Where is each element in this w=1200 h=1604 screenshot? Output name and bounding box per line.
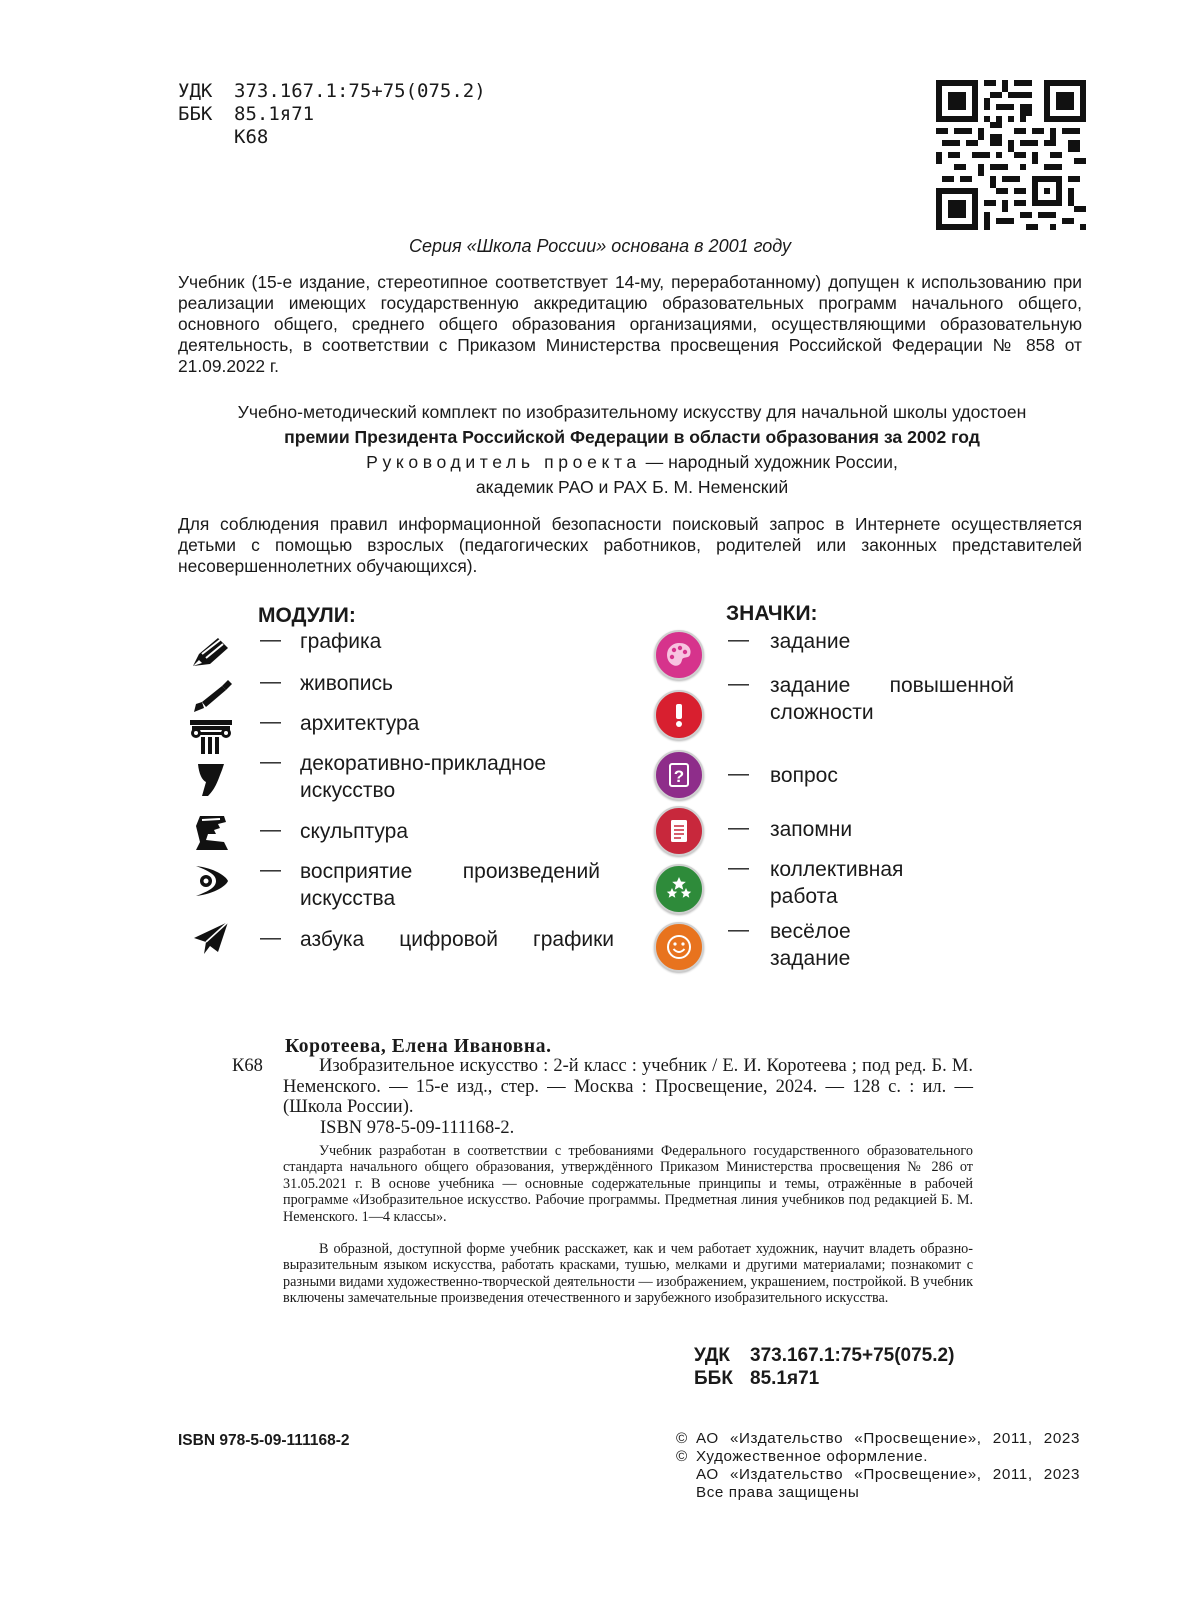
module-label-architecture: архитектура: [300, 712, 420, 735]
footer-isbn: ISBN 978-5-09-111168-2: [178, 1432, 350, 1449]
copyright-icon: ©: [676, 1430, 688, 1447]
module-label-painting: живопись: [300, 672, 393, 695]
remember-badge: [654, 806, 704, 856]
module-dash: —: [260, 858, 281, 881]
bust-icon: [194, 814, 230, 850]
sign-dash: —: [728, 628, 749, 651]
udk-label: УДК: [178, 80, 213, 102]
sign-label-advanced: задание повышенной: [770, 674, 1014, 697]
award-line-4: академик РАО и РАХ Б. М. Неменский: [475, 477, 789, 497]
module-dash: —: [260, 710, 281, 733]
sign-dash: —: [728, 856, 749, 879]
sign-label-advanced-2: сложности: [770, 701, 874, 724]
module-label-perception: восприятие произведений: [300, 860, 600, 883]
approval-paragraph: Учебник (15-е издание, стереотипное соответствует 14-му, переработанному) допущен к использованию при реализации имеющих государственную аккредитацию образовательных программ начального общего, основного общего, среднего общего образования организациями, осуществляющими образовательную деятельность, в соответствии с Приказом Министерства просвещения Российской Федерации № 858 от 21.09.2022 г.: [178, 272, 1082, 376]
sign-label-fun: весёлое: [770, 920, 851, 943]
module-dash: —: [260, 926, 281, 949]
palette-icon: [664, 640, 694, 670]
paintbrush-icon: [192, 680, 232, 714]
module-dash: —: [260, 670, 281, 693]
pencil-icon: [190, 636, 230, 670]
svg-text:?: ?: [673, 767, 685, 786]
sign-dash: —: [728, 762, 749, 785]
qr-code-icon: [936, 80, 1086, 230]
module-label-graphics: графика: [300, 630, 382, 653]
module-label-digital: азбука цифровой графики: [300, 928, 614, 951]
modules-title: МОДУЛИ:: [258, 604, 356, 627]
module-dash: —: [260, 750, 281, 773]
sign-label-teamwork: коллективная: [770, 858, 904, 881]
paper-plane-icon: [192, 920, 230, 956]
biblio-udk-bbk: УДК 373.167.1:75+75(075.2) ББК 85.1я71: [694, 1345, 955, 1389]
project-leader-line: Руководитель проекта — народный художник России,: [366, 452, 898, 472]
module-dash: —: [260, 628, 281, 651]
copyright-block: © АО «Издательство «Просвещение», 2011, 2023 © Художественное оформление. АО «Издательство «Просвещение», 2011, 2023 Все права защищены: [676, 1430, 1080, 1501]
annotation-1: Учебник разработан в соответствии с требованиями Федерального государственного образовательного стандарта начального общего образования, утверждённого Приказом Министерства просвещения № 286 от 31.05.2021 г. В основе учебника — основные содержательные принципы и темы, отражённые в рабочей программе «Изобразительное искусство. Рабочие программы. Предметная линия учебников под редакцией Б. М. Неменского. 1—4 классы».: [283, 1143, 973, 1225]
module-label-decorative: декоративно-прикладное: [300, 752, 547, 775]
biblio-author: Коротеева, Елена Ивановна.: [285, 1036, 552, 1057]
biblio-description: Изобразительное искусство : 2-й класс : учебник / Е. И. Коротеева ; под ред. Б. М. Неменского. — 15-е изд., стер. — Москва : Просвещение, 2024. — 128 с. : ил. — (Школа России).: [283, 1056, 973, 1117]
sign-label-teamwork-2: работа: [770, 885, 838, 908]
sign-dash: —: [728, 918, 749, 941]
biblio-isbn: ISBN 978-5-09-111168-2.: [320, 1118, 515, 1138]
biblio-mark: К68: [232, 1056, 263, 1076]
sign-dash: —: [728, 672, 749, 695]
question-icon: [664, 760, 694, 790]
award-line-2: премии Президента Российской Федерации в области образования за 2002 год: [284, 427, 980, 447]
award-block: [140, 400, 1124, 500]
udk-bbk-block: [178, 80, 486, 149]
award-line-1: Учебно-методический комплект по изобразительному искусству для начальной школы удостоен: [237, 402, 1027, 422]
module-label-decorative-2: искусство: [300, 779, 396, 802]
sign-label-fun-2: задание: [770, 947, 851, 970]
udk-value: 373.167.1:75+75(075.2): [234, 80, 486, 102]
task-badge: [654, 630, 704, 680]
signs-title: ЗНАЧКИ:: [726, 602, 818, 625]
project-leader-label: Руководитель проекта: [366, 452, 641, 472]
notepad-icon: [664, 816, 694, 846]
copyright-icon: ©: [676, 1448, 688, 1465]
smiley-icon: [664, 932, 694, 962]
question-badge: [654, 750, 704, 800]
bbk-value: 85.1я71: [234, 103, 315, 125]
advanced-task-badge: [654, 690, 704, 740]
eye-icon: [192, 864, 232, 898]
vase-icon: [196, 762, 226, 798]
exclamation-icon: [664, 700, 694, 730]
safety-paragraph: Для соблюдения правил информационной безопасности поисковый запрос в Интернете осуществляется детьми с помощью взрослых (педагогических работников, родителей или законных представителей несовершеннолетних обучающихся).: [178, 514, 1082, 576]
series-note: Серия «Школа России» основана в 2001 году: [408, 236, 792, 256]
sign-label-remember: запомни: [770, 818, 853, 841]
bbk-label: ББК: [178, 103, 213, 125]
sign-dash: —: [728, 816, 749, 839]
column-capital-icon: [190, 720, 232, 754]
stars-icon: [664, 874, 694, 904]
module-label-sculpture: скульптура: [300, 820, 409, 843]
sign-label-question: вопрос: [770, 764, 838, 787]
teamwork-badge: [654, 864, 704, 914]
annotation-2: В образной, доступной форме учебник расскажет, как и чем работает художник, научит владеть образно-выразительным языком искусства, работать красками, тушью, мелками и другими материалами; познакомит с разными видами художественно-творческой деятельности — изображением, украшением, постройкой. В учебник включены замечательные произведения отечественного и зарубежного изобразительного искусства.: [283, 1241, 973, 1307]
fun-task-badge: [654, 922, 704, 972]
module-label-perception-2: искусства: [300, 887, 396, 910]
author-mark: К68: [234, 126, 269, 148]
sign-label-task: задание: [770, 630, 851, 653]
module-dash: —: [260, 818, 281, 841]
